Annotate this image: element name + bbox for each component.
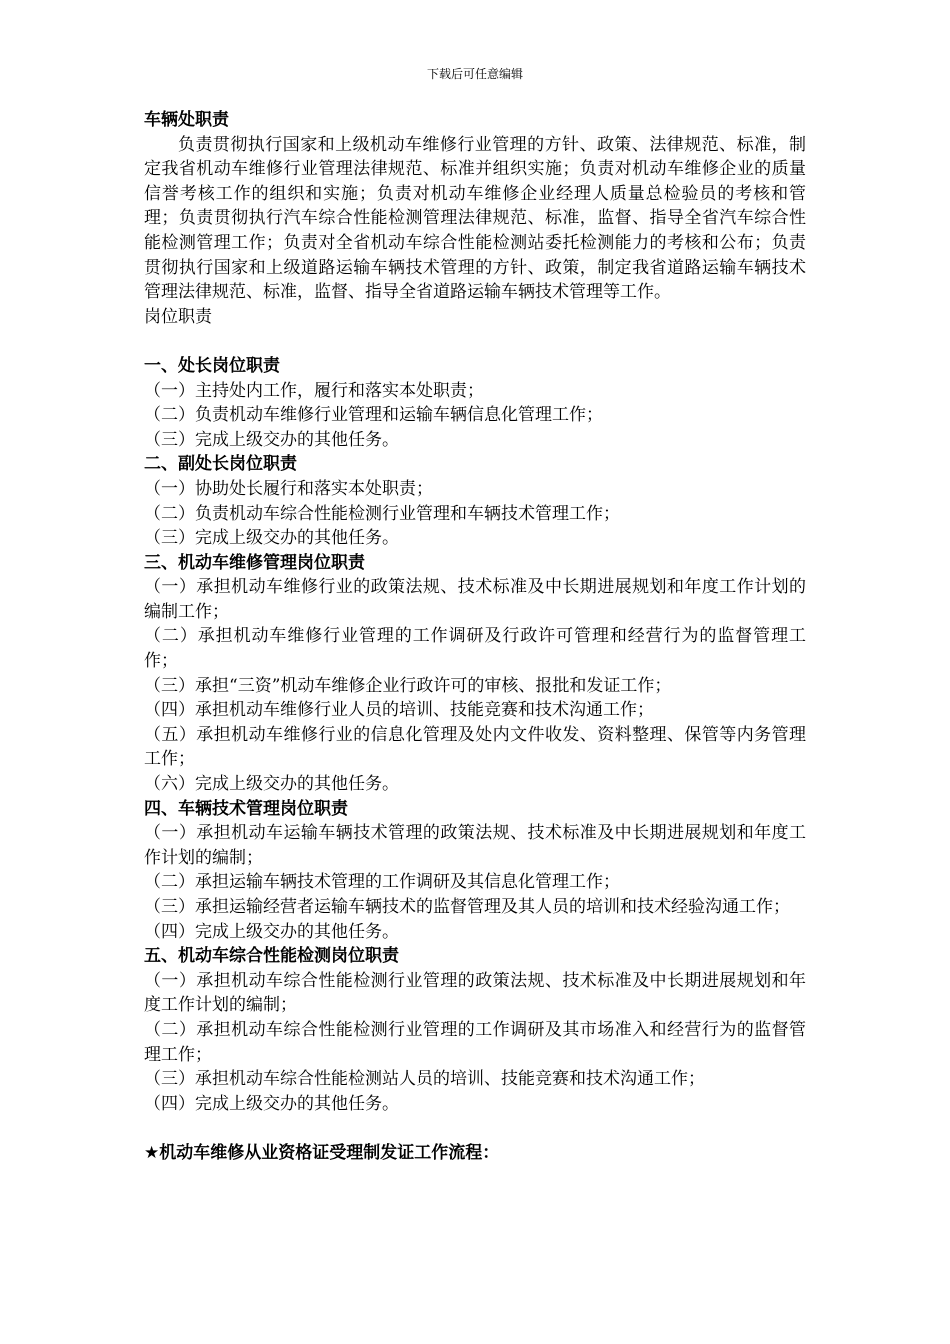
- section-item: （一）承担机动车运输车辆技术管理的政策法规、技术标准及中长期进展规划和年度工作计划的编制；: [144, 823, 806, 868]
- section-heading: 五、机动车综合性能检测岗位职责: [144, 946, 399, 967]
- section-item: （三）完成上级交办的其他任务。: [144, 528, 399, 549]
- section-3: [144, 551, 806, 797]
- page-header-note: 下载后可任意编辑: [426, 67, 523, 81]
- section-item: （三）承担运输经营者运输车辆技术的监督管理及其人员的培训和技术经验沟通工作；: [144, 897, 790, 917]
- section-item: （四）承担机动车维修行业人员的培训、技能竞赛和技术沟通工作；: [144, 700, 654, 721]
- section-subtitle: 岗位职责: [144, 306, 212, 327]
- section-4: [144, 797, 806, 945]
- section-item: （一）主持处内工作，履行和落实本处职责；: [144, 380, 484, 401]
- section-heading: 二、副处长岗位职责: [144, 454, 297, 475]
- document-body: [144, 108, 806, 1166]
- section-item: （四）完成上级交办的其他任务。: [144, 921, 399, 942]
- section-item: （三）承担机动车综合性能检测站人员的培训、技能竞赛和技术沟通工作；: [144, 1069, 705, 1090]
- section-heading: 三、机动车维修管理岗位职责: [144, 552, 365, 573]
- section-2: [144, 452, 806, 550]
- blank-line: [144, 329, 806, 354]
- section-1: [144, 354, 806, 452]
- section-item: （一）承担机动车维修行业的政策法规、技术标准及中长期进展规划和年度工作计划的编制工作；: [144, 577, 806, 622]
- closing-heading: ★机动车维修从业资格证受理制发证工作流程：: [144, 1142, 500, 1163]
- section-item: （二）承担机动车维修行业管理的工作调研及行政许可管理和经营行为的监督管理工作；: [144, 626, 806, 672]
- document-title: 车辆处职责: [144, 110, 229, 130]
- section-heading: 一、处长岗位职责: [144, 355, 280, 376]
- section-item: （二）负责机动车综合性能检测行业管理和车辆技术管理工作；: [144, 503, 620, 524]
- section-5: [144, 944, 806, 1116]
- section-item: （二）承担机动车综合性能检测行业管理的工作调研及其市场准入和经营行为的监督管理工作；: [144, 1019, 806, 1065]
- section-item: （五）承担机动车维修行业的信息化管理及处内文件收发、资料整理、保管等内务管理工作；: [144, 724, 806, 770]
- blank-line: [144, 1116, 806, 1141]
- section-item: （三）完成上级交办的其他任务。: [144, 429, 399, 450]
- section-item: （六）完成上级交办的其他任务。: [144, 774, 399, 795]
- intro-paragraph: 负责贯彻执行国家和上级机动车维修行业管理的方针、政策、法律规范、标准，制定我省机动车维修行业管理法律规范、标准并组织实施；负责对机动车维修企业的质量信誉考核工作的组织和实施；负责对机动车维修企业经理人质量总检验员的考核和管理；负责贯彻执行汽车综合性能检测管理法律规范、标准，监督、指导全省汽车综合性能检测管理工作；负责对全省机动车综合性能检测站委托检测能力的考核和公布；负责贯彻执行国家和上级道路运输车辆技术管理的方针、政策，制定我省道路运输车辆技术管理法律规范、标准，监督、指导全省道路运输车辆技术管理等工作。: [144, 134, 806, 303]
- section-heading: 四、车辆技术管理岗位职责: [144, 798, 348, 819]
- section-item: （一）协助处长履行和落实本处职责；: [144, 478, 433, 499]
- section-item: （一）承担机动车综合性能检测行业管理的政策法规、技术标准及中长期进展规划和年度工作计划的编制；: [144, 970, 806, 1016]
- section-item: （四）完成上级交办的其他任务。: [144, 1093, 399, 1114]
- section-item: （二）承担运输车辆技术管理的工作调研及其信息化管理工作；: [144, 872, 620, 893]
- section-item: （三）承担“三资”机动车维修企业行政许可的审核、报批和发证工作；: [144, 675, 672, 696]
- section-item: （二）负责机动车维修行业管理和运输车辆信息化管理工作；: [144, 405, 603, 426]
